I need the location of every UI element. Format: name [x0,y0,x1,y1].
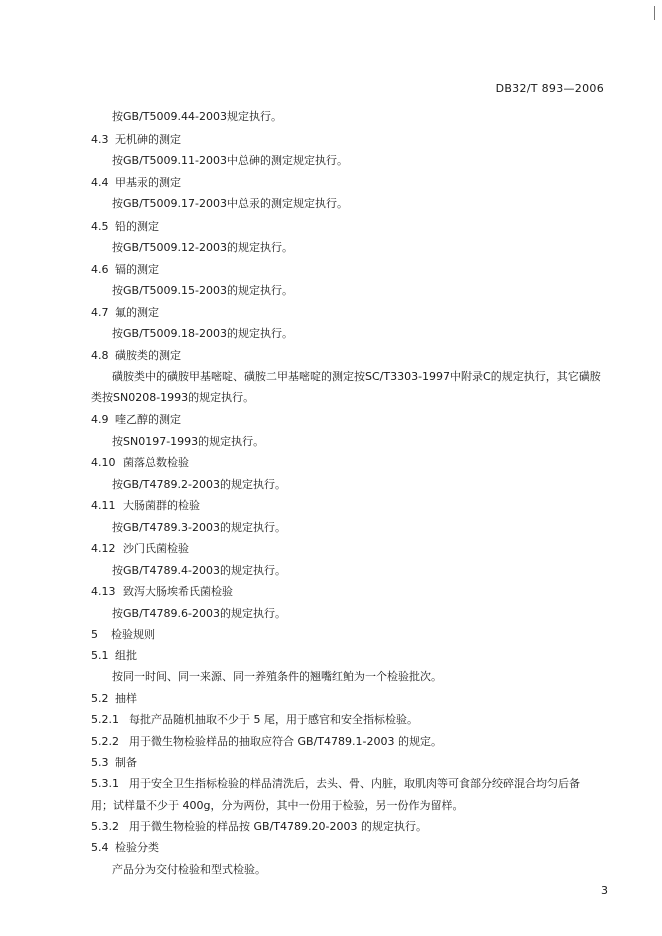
paragraph-text: 按GB/T5009.44-2003规定执行。 [112,110,282,123]
section-heading [91,349,181,363]
clause-text: 用于安全卫生指标检验的样品清洗后，去头、骨、内脏，取肌肉等可食部分绞碎混合均匀后备 [129,777,580,790]
section-heading [91,499,200,513]
clause-text: 铅的测定 [115,220,159,233]
clause-number: 4.13 [91,585,116,598]
clause-number: 5.1 [91,649,109,662]
body-paragraph [112,284,293,298]
clause-text: 磺胺类的测定 [115,349,181,362]
clause-text: 大肠菌群的检验 [123,499,200,512]
section-heading [91,263,159,277]
body-paragraph [112,370,601,384]
clause-number: 4.12 [91,542,116,555]
clause-text: 喹乙醇的测定 [115,413,181,426]
clause-text: 甲基汞的测定 [115,176,181,189]
clause-number: 4.3 [91,133,109,146]
paragraph-text: 按GB/T5009.12-2003的规定执行。 [112,241,293,254]
numbered-clause [91,820,427,834]
clause-number: 4.8 [91,349,109,362]
clause-number: 4.11 [91,499,116,512]
clause-number: 5.3.2 [91,820,119,833]
clause-number: 4.7 [91,306,109,319]
clause-text: 致泻大肠埃希氏菌检验 [123,585,233,598]
clause-text: 氟的测定 [115,306,159,319]
document-code: DB32/T 893—2006 [495,82,604,95]
numbered-clause [91,713,418,727]
body-paragraph [112,863,266,877]
paragraph-text: 按SN0197-1993的规定执行。 [112,435,265,448]
body-paragraph [112,478,286,492]
body-paragraph [112,154,348,168]
clause-text: 检验规则 [111,628,155,641]
body-paragraph [112,110,282,124]
paragraph-text: 按GB/T4789.6-2003的规定执行。 [112,607,286,620]
numbered-clause [91,735,442,749]
body-paragraph [112,607,286,621]
paragraph-text: 按GB/T5009.18-2003的规定执行。 [112,327,293,340]
clause-number: 5.4 [91,841,109,854]
numbered-clause [91,777,580,791]
section-heading [91,542,189,556]
section-heading [91,176,181,190]
section-heading [91,628,155,642]
section-heading [91,649,137,663]
paragraph-text: 按GB/T5009.15-2003的规定执行。 [112,284,293,297]
body-paragraph [91,799,463,813]
clause-number: 4.4 [91,176,109,189]
body-paragraph [112,670,442,684]
section-heading [91,306,159,320]
clause-text: 抽样 [115,692,137,705]
clause-text: 沙门氏菌检验 [123,542,189,555]
section-heading [91,456,189,470]
paragraph-text: 按GB/T4789.2-2003的规定执行。 [112,478,286,491]
paragraph-text: 按同一时间、同一来源、同一养殖条件的翘嘴红鲌为一个检验批次。 [112,670,442,683]
clause-text: 每批产品随机抽取不少于 5 尾，用于感官和安全指标检验。 [129,713,418,726]
clause-number: 5.2.2 [91,735,119,748]
body-paragraph [112,521,286,535]
paragraph-text: 用；试样量不少于 400g，分为两份，其中一份用于检验，另一份作为留样。 [91,799,464,812]
paragraph-text: 磺胺类中的磺胺甲基嘧啶、磺胺二甲基嘧啶的测定按SC/T3303-1997中附录C的规定执行，其它磺胺 [112,370,601,383]
clause-text: 检验分类 [115,841,159,854]
body-paragraph [112,564,286,578]
clause-text: 制备 [115,756,137,769]
paragraph-text: 类按SN0208-1993的规定执行。 [91,391,255,404]
paragraph-text: 按GB/T4789.4-2003的规定执行。 [112,564,286,577]
body-paragraph [112,435,264,449]
clause-number: 5 [91,628,98,641]
section-heading [91,133,181,147]
body-paragraph [91,391,254,405]
section-heading [91,841,159,855]
section-heading [91,585,233,599]
clause-number: 4.6 [91,263,109,276]
clause-number: 4.9 [91,413,109,426]
clause-text: 组批 [115,649,137,662]
clause-text: 用于微生物检验样品的抽取应符合 GB/T4789.1-2003 的规定。 [129,735,442,748]
page-number: 3 [601,884,608,897]
paragraph-text: 按GB/T4789.3-2003的规定执行。 [112,521,286,534]
section-heading [91,413,181,427]
scan-edge-mark [654,6,660,20]
clause-text: 镉的测定 [115,263,159,276]
body-paragraph [112,327,293,341]
paragraph-text: 按GB/T5009.17-2003中总汞的测定规定执行。 [112,197,348,210]
clause-number: 4.10 [91,456,116,469]
section-heading [91,220,159,234]
clause-number: 5.2.1 [91,713,119,726]
clause-number: 5.3 [91,756,109,769]
section-heading [91,692,137,706]
section-heading [91,756,137,770]
clause-text: 菌落总数检验 [123,456,189,469]
clause-text: 无机砷的测定 [115,133,181,146]
paragraph-text: 按GB/T5009.11-2003中总砷的测定规定执行。 [112,154,348,167]
body-paragraph [112,197,348,211]
clause-number: 4.5 [91,220,109,233]
body-paragraph [112,241,293,255]
clause-text: 用于微生物检验的样品按 GB/T4789.20-2003 的规定执行。 [129,820,427,833]
clause-number: 5.2 [91,692,109,705]
clause-number: 5.3.1 [91,777,119,790]
paragraph-text: 产品分为交付检验和型式检验。 [112,863,266,876]
